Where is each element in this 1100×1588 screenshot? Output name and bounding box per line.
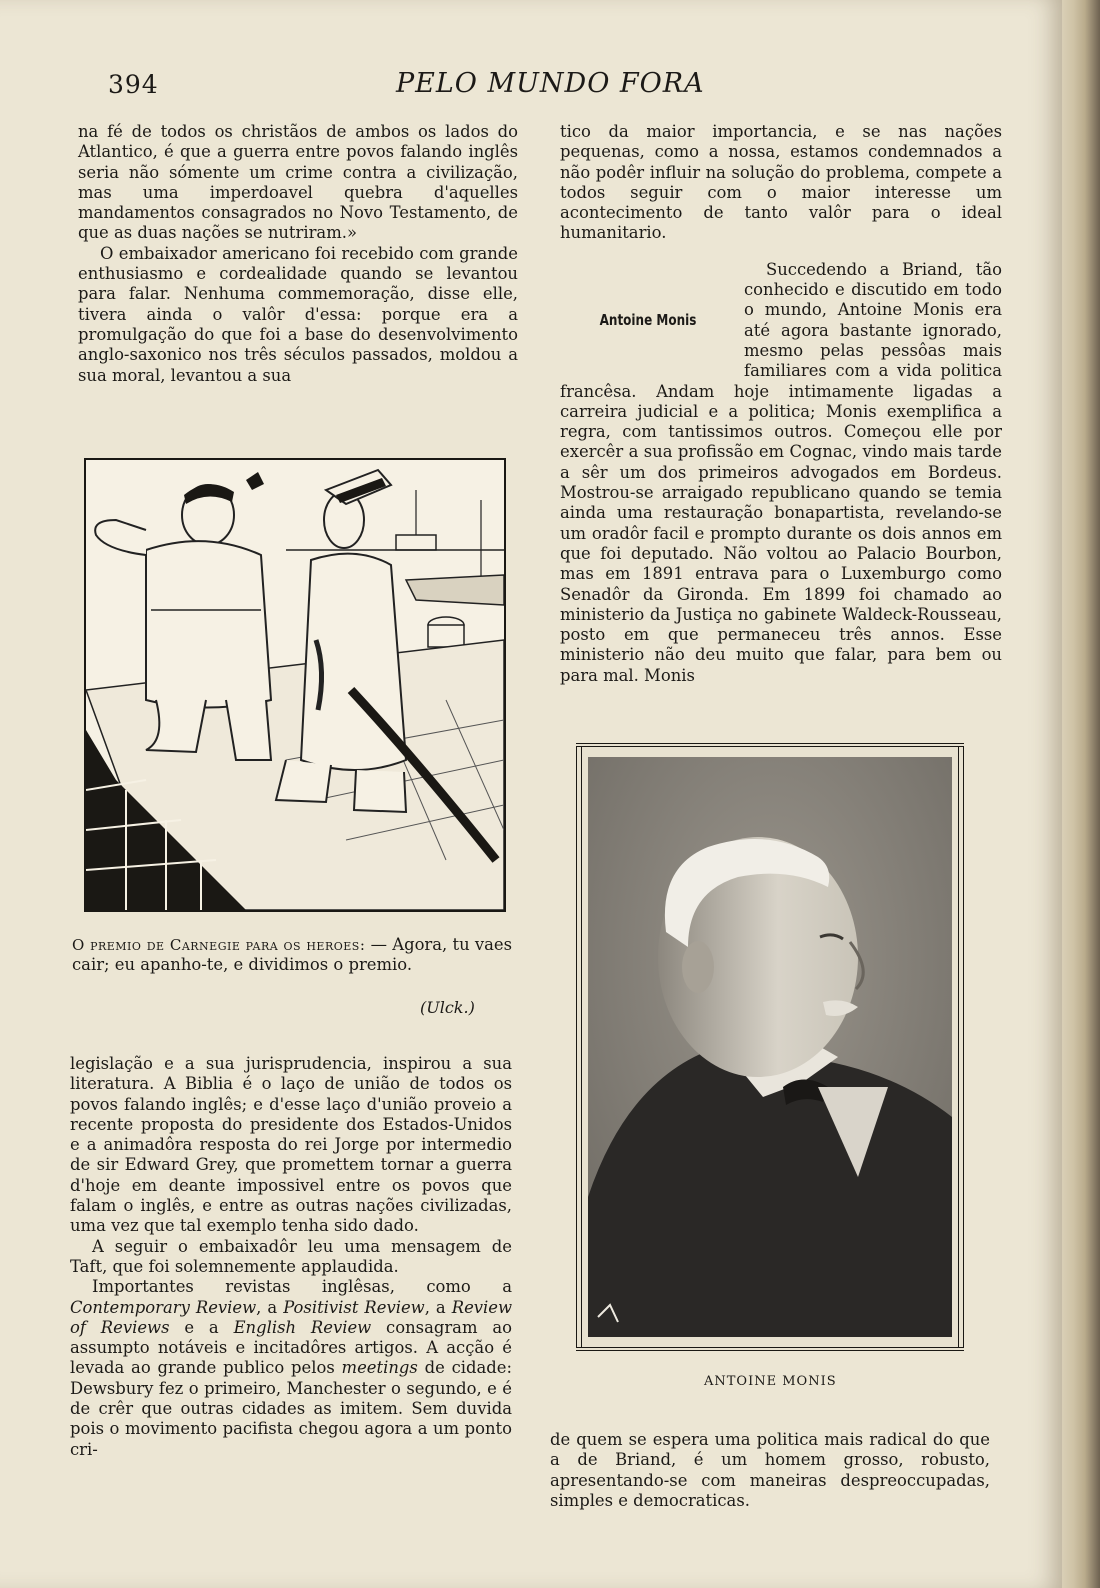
paragraph: legislação e a sua jurisprudencia, inspirou a sua literatura. A Biblia é o laço de união de todos os povos falando inglês; e d'esse laço d'união proveio a recente proposta do presidente dos Estados-Unidos e a animadôra resposta do rei Jorge por intermedio de sir Edward Grey, que promettem tornar a guerra d'hoje em deante impossivel entre os povos que falam o inglês, e entre as outras nações civilizadas, uma vez que tal exemplo tenha sido dado.: [70, 1054, 512, 1236]
text-run: de cidade: Dewsbury fez o primeiro, Manchester o segundo, e é de crêr que outras cidades as imitem. Sem duvida pois o movimento pacifista chegou agora a um ponto cri-: [70, 1358, 512, 1459]
review-title: English Review: [233, 1317, 372, 1337]
portrait-frame: [576, 743, 964, 1351]
page-number: 394: [108, 70, 159, 99]
text-run: , a: [256, 1297, 284, 1317]
portrait-photo: [588, 757, 952, 1337]
review-title: Review of Reviews: [70, 1297, 513, 1337]
text-run: e a: [169, 1317, 234, 1337]
portrait-caption: ANTOINE MONIS: [704, 1374, 837, 1389]
cartoon-caption-text: — Agora, tu vaes cair; eu apanho-te, e dividimos o premio.: [72, 935, 512, 975]
reviews-paragraph: [70, 1277, 512, 1460]
text-run: , a: [424, 1297, 452, 1317]
monis-paragraph: Succedendo a Briand, tão conhecido e discutido em todo o mundo, Antoine Monis era até agora bastante ignorado, mesmo pelas pessôas mais familiares com a vida politica francêsa. Andam hoje intimamente ligadas a carreira judicial e a politica; Monis exemplifica a regra, com tantissimos outros. Começou elle por exercêr a sua profissão em Cognac, vindo mais tarde a sêr um dos primeiros advogados em Bordeus. Mostrou-se arraigado republicano quando se temia ainda uma restauração bonapartista, revelando-se um oradôr facil e prompto durante os dois annos em que foi deputado. Não voltou ao Palacio Bourbon, mas em 1891 entrava para o Luxemburgo como Senadôr da Gironda. Em 1899 foi chamado ao ministerio da Justiça no gabinete Waldeck-Rousseau, posto em que permaneceu três annos. Esse ministerio não deu muito que falar, para bem ou para mal. Monis: [560, 259, 1002, 685]
cartoon-illustration: [84, 458, 506, 912]
right-column-bottom: [550, 1430, 990, 1511]
review-title: Contemporary Review: [70, 1297, 257, 1317]
left-column-top: [78, 122, 518, 386]
left-column-bottom: [70, 1054, 512, 1460]
cartoon-caption-title: O premio de Carnegie para os heroes:: [72, 936, 366, 954]
running-title: PELO MUNDO FORA: [396, 68, 705, 99]
text-run: consagram ao assumpto notáveis e incitadôres artigos. A acção é levada ao grande publico pelos: [70, 1317, 512, 1378]
book-page-edge: [1062, 0, 1100, 1588]
text-run: Importantes revistas inglêsas, como a: [92, 1277, 512, 1297]
review-title: Positivist Review: [283, 1297, 425, 1317]
paragraph: tico da maior importancia, e se nas nações pequenas, como a nossa, estamos condemnados a não podêr influir na solução do problema, compete a todos seguir com o maior interesse um acontecimento de tanto valôr para o ideal humanitario.: [560, 122, 1002, 243]
paragraph: de quem se espera uma politica mais radical do que a de Briand, é um homem grosso, robusto, apresentando-se com maneiras despreoccupadas, simples e democraticas.: [550, 1430, 990, 1510]
cartoon-caption: [72, 935, 512, 976]
paragraph: A seguir o embaixadôr leu uma mensagem de Taft, que foi solemnemente applaudida.: [70, 1236, 512, 1276]
cartoon-drawing: [86, 460, 504, 910]
page-header: [0, 66, 1062, 106]
cartoon-credit: (Ulck.): [420, 998, 475, 1017]
right-column-top: [560, 122, 1002, 686]
paragraph: O embaixador americano foi recebido com grande enthusiasmo e cordealidade quando se levantou para falar. Nenhuma commemoração, disse elle, tivera ainda o valôr d'essa: porque era a promulgação do que foi a base do desenvolvimento anglo-saxonico nos três séculos passados, moldou a sua moral, levantou a sua: [78, 243, 518, 385]
paragraph: na fé de todos os christãos de ambos os lados do Atlantico, é que a guerra entre povos falando inglês seria não sómente um crime contra a civilização, mas uma imperdoavel quebra d'aquelles mandamentos consagrados no Novo Testamento, de que as duas nações se nutriram.»: [78, 122, 518, 243]
italic-word: meetings: [341, 1358, 418, 1378]
side-heading: Antoine Monis: [599, 310, 697, 329]
